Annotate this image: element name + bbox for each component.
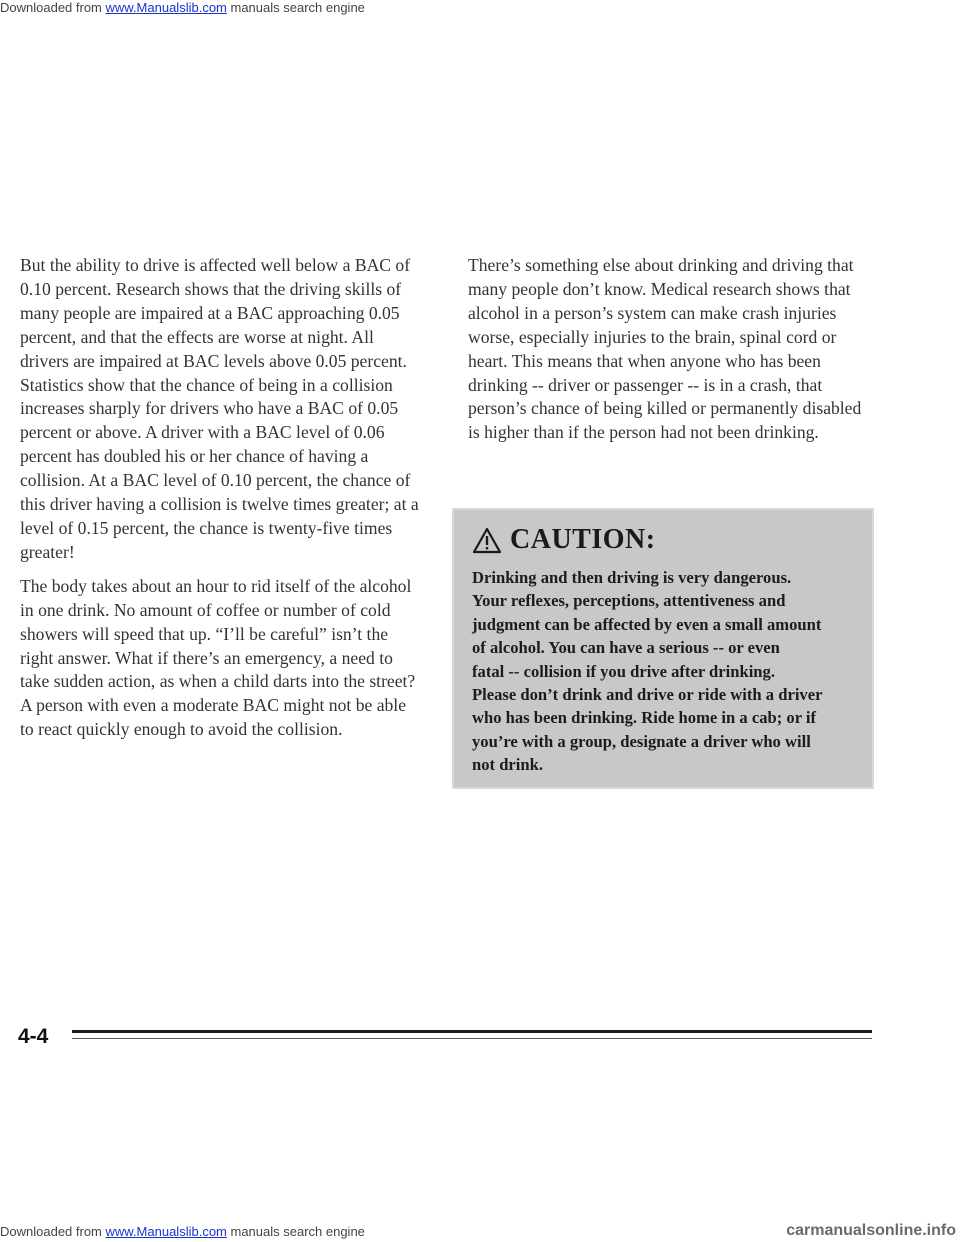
right-paragraph-1: There’s something else about drinking and driving that many people don’t know. Medical research shows that alcohol in a person’s system can make crash injuries worse, especially injuries to the brain, spinal cord or heart. This means that when anyone who has been drinking -- driver or passenger -- is in a crash, that person’s chance of being killed or permanently disabled is higher than if the person had not been drinking. (468, 255, 862, 443)
manualslib-link[interactable]: www.Manualslib.com (105, 1224, 227, 1239)
caution-title: CAUTION: (510, 524, 656, 555)
watermark-bottom (0, 1224, 365, 1239)
watermark-suffix: manuals search engine (226, 0, 365, 15)
footer-rule-thin (72, 1038, 872, 1039)
watermark-suffix: manuals search engine (226, 1224, 365, 1239)
right-column (468, 254, 888, 455)
site-watermark: carmanualsonline.info (786, 1222, 956, 1239)
page-number: 4-4 (18, 1025, 49, 1048)
caution-heading (472, 516, 854, 564)
footer-rule (72, 1030, 872, 1033)
left-paragraph-2: The body takes about an hour to rid itself of the alcohol in one drink. No amount of coffee or number of cold showers will speed that up. “I’ll be careful” isn’t the right answer. What if there’s an emergency, a need to take sudden action, as when a child darts into the street? A person with even a moderate BAC might not be able to react quickly enough to avoid the collision. (20, 575, 416, 740)
left-column (20, 254, 460, 752)
watermark-prefix: Downloaded from (0, 0, 106, 15)
caution-box (452, 508, 874, 789)
left-paragraph-1: But the ability to drive is affected well below a BAC of 0.10 percent. Research shows that the driving skills of many people are impaired at a BAC approaching 0.05 percent, and that the effects are worse at night. All drivers are impaired at BAC levels above 0.05 percent. Statistics show that the chance of being in a collision increases sharply for drivers who have a BAC of 0.05 percent or above. A driver with a BAC level of 0.06 percent has doubled his or her chance of having a collision. At a BAC level of 0.10 percent, the chance of this driver having a collision is twelve times greater; at a level of 0.15 percent, the chance is twenty-five times greater! (20, 255, 419, 562)
manualslib-link[interactable]: www.Manualslib.com (105, 0, 227, 15)
watermark-top (0, 0, 365, 15)
warning-triangle-icon (472, 527, 502, 554)
watermark-prefix: Downloaded from (0, 1224, 106, 1239)
caution-text: Drinking and then driving is very dangerous. Your reflexes, perceptions, attentiveness and judgment can be affected by even a small amount of alcohol. You can have a serious -- or even fatal -- collision if you drive after drinking. Please don’t drink and drive or ride with a driver who has been drinking. Ride home in a cab; or if you’re with a group, designate a driver who will not drink. (472, 568, 823, 775)
